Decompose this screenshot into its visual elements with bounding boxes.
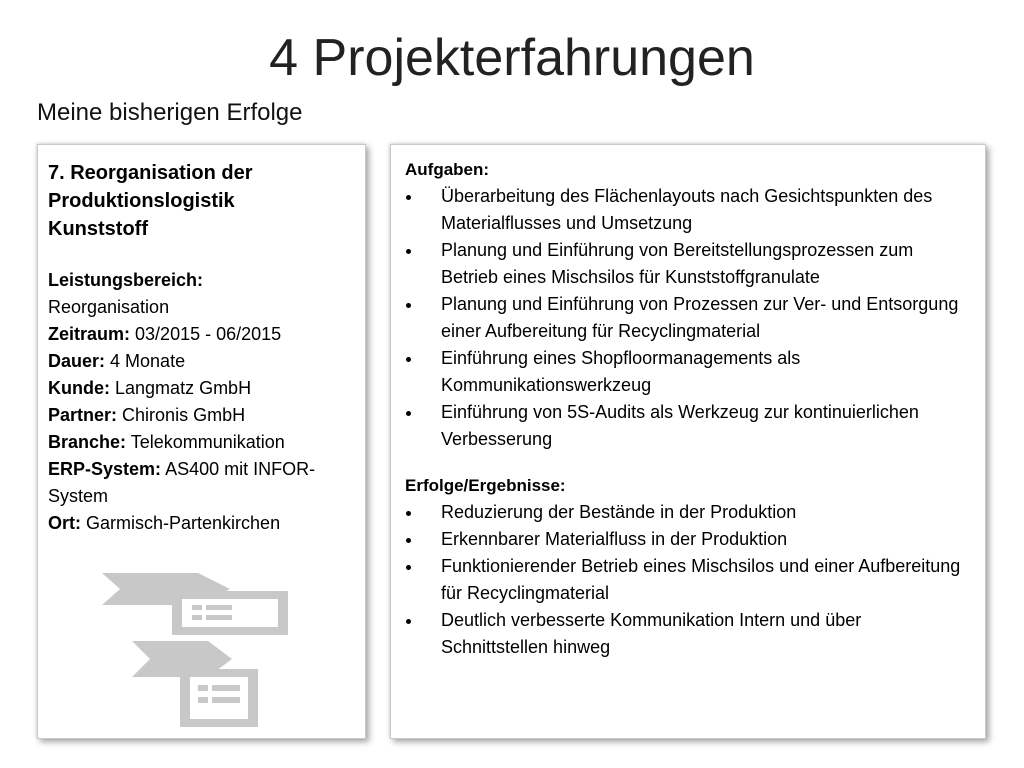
- detail-leistungsbereich: [48, 267, 348, 321]
- tasks-heading: Aufgaben:: [405, 160, 490, 179]
- detail-label: Leistungsbereich:: [48, 270, 204, 290]
- detail-value: Langmatz GmbH: [115, 378, 252, 398]
- detail-value: Chironis GmbH: [122, 405, 246, 425]
- list-item: [405, 499, 971, 526]
- detail-value: AS400 mit INFOR-System: [48, 459, 316, 506]
- list-item: [405, 399, 971, 453]
- list-item-text: Reduzierung der Bestände in der Produktion: [441, 502, 797, 522]
- tasks-results-card: [390, 144, 986, 739]
- detail-label: Ort:: [48, 513, 81, 533]
- bullet-icon: [406, 195, 411, 200]
- detail-kunde: [48, 375, 348, 402]
- detail-label: Partner:: [48, 405, 118, 425]
- detail-value: Telekommunikation: [130, 432, 285, 452]
- bullet-icon: [406, 619, 411, 624]
- results-list: [405, 499, 971, 661]
- detail-label: Kunde:: [48, 378, 110, 398]
- list-item-text: Funktionierender Betrieb eines Mischsilos und einer Aufbereitung für Recyclingmaterial: [441, 556, 961, 603]
- detail-value: Garmisch-Partenkirchen: [86, 513, 281, 533]
- detail-label: Dauer:: [48, 351, 106, 371]
- list-item: [405, 607, 971, 661]
- detail-label: ERP-System:: [48, 459, 162, 479]
- list-item-text: Einführung von 5S-Audits als Werkzeug zur kontinuierlichen Verbesserung: [441, 402, 919, 449]
- results-heading: Erfolge/Ergebnisse:: [405, 476, 566, 495]
- documents-arrows-icon: [98, 565, 298, 735]
- detail-label: Zeitraum:: [48, 324, 131, 344]
- list-item-text: Überarbeitung des Flächenlayouts nach Gesichtspunkten des Materialflusses und Umsetzung: [441, 186, 933, 233]
- detail-branche: [48, 429, 348, 456]
- project-title: 7. Reorganisation der Produktionslogistik Kunststoff: [48, 162, 253, 240]
- slide-title: 4 Projekterfahrungen: [269, 29, 755, 87]
- list-item-text: Planung und Einführung von Prozessen zur Ver- und Entsorgung einer Aufbereitung für Recyclingmaterial: [441, 294, 959, 341]
- list-item-text: Einführung eines Shopfloormanagements als Kommunikationswerkzeug: [441, 348, 801, 395]
- detail-value: 4 Monate: [110, 351, 186, 371]
- bullet-icon: [406, 303, 411, 308]
- project-details: [48, 267, 348, 537]
- project-info-card: [37, 144, 366, 739]
- bullet-icon: [406, 357, 411, 362]
- detail-value: 03/2015 - 06/2015: [135, 324, 282, 344]
- list-item: [405, 553, 971, 607]
- list-item-text: Deutlich verbesserte Kommunikation Intern und über Schnittstellen hinweg: [441, 610, 862, 657]
- detail-value: Reorganisation: [48, 297, 170, 317]
- detail-partner: [48, 402, 348, 429]
- list-item: [405, 345, 971, 399]
- detail-dauer: [48, 348, 348, 375]
- slide-subtitle: Meine bisherigen Erfolge: [37, 99, 303, 126]
- bullet-icon: [406, 249, 411, 254]
- tasks-list: [405, 183, 971, 453]
- bullet-icon: [406, 411, 411, 416]
- detail-ort: [48, 510, 348, 537]
- bullet-icon: [406, 511, 411, 516]
- detail-label: Branche:: [48, 432, 127, 452]
- list-item: [405, 526, 971, 553]
- list-item-text: Planung und Einführung von Bereitstellungsprozessen zum Betrieb eines Mischsilos für Kunststoffgranulate: [441, 240, 914, 287]
- detail-erp-system: [48, 456, 348, 510]
- bullet-icon: [406, 538, 411, 543]
- list-item: [405, 183, 971, 237]
- list-item: [405, 291, 971, 345]
- bullet-icon: [406, 565, 411, 570]
- list-item: [405, 237, 971, 291]
- list-item-text: Erkennbarer Materialfluss in der Produktion: [441, 529, 788, 549]
- detail-zeitraum: [48, 321, 348, 348]
